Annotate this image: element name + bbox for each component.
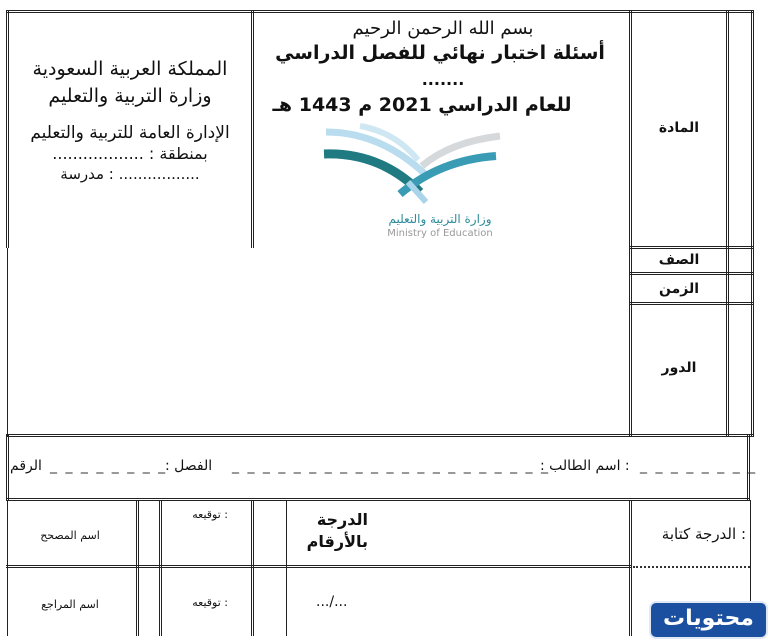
school-field[interactable]: ................. : مدرسة: [60, 165, 200, 183]
divider-left-center: [251, 10, 254, 248]
row-sep-subject: [629, 246, 754, 249]
ministry-of-education-logo-icon: [320, 122, 510, 242]
country-name: المملكة العربية السعودية: [32, 58, 228, 80]
row-sep-time: [629, 302, 754, 305]
grade-in-words-label: : الدرجة كتابة: [661, 525, 746, 543]
header-left-block: [12, 56, 248, 184]
time-value-field[interactable]: [732, 276, 750, 300]
reviewer-signature-label: : توقيعه: [192, 596, 228, 609]
logo-english: Ministry of Education: [387, 228, 493, 239]
border-left-top: [6, 10, 9, 248]
border-left-middle: [7, 248, 8, 436]
grade-label: الصف: [658, 252, 700, 268]
grade-in-words-field[interactable]: [634, 570, 746, 600]
row-sep-student-top: [6, 434, 754, 437]
grid-bottom-left: [7, 500, 8, 636]
academic-year: للعام الدراسي 2021 م 1443 هـ: [272, 94, 572, 116]
class-label: الفصل :: [165, 458, 213, 474]
grid-row-mid: [6, 565, 632, 568]
divider-right-inner: [726, 10, 729, 436]
border-right: [751, 10, 754, 436]
session-label: الدور: [661, 360, 697, 376]
corrector-signature-field[interactable]: [165, 524, 249, 562]
number-label: الرقم: [10, 458, 42, 474]
reviewer-name-label: اسم المراجع: [41, 598, 99, 611]
subject-label: المادة: [658, 120, 700, 136]
reviewer-signature-field[interactable]: [165, 570, 249, 592]
grid-col-1: [136, 500, 139, 636]
grade-in-numbers-line2: بالأرقام: [306, 532, 368, 551]
grade-in-numbers-line1: الدرجة: [316, 510, 368, 529]
watermark-badge: محتويات: [649, 601, 768, 639]
corrector-name-label: اسم المصحح: [40, 529, 100, 542]
row-sep-student-bottom: [6, 498, 750, 501]
time-label: الزمن: [658, 281, 700, 297]
term-dots[interactable]: .......: [421, 70, 465, 89]
student-row-left: [6, 434, 9, 500]
grade-words-dotted-line: [633, 566, 750, 568]
grid-col-4: [286, 500, 287, 636]
subject-value-field[interactable]: [732, 14, 750, 244]
grade-value-field[interactable]: [732, 250, 750, 270]
grid-col-3: [251, 500, 254, 636]
logo-arabic: وزارة التربية والتعليم: [388, 212, 492, 226]
session-value-field[interactable]: [732, 306, 750, 432]
ministry-name: وزارة التربية والتعليم: [48, 85, 212, 107]
grid-col-2: [159, 500, 162, 636]
grade-value[interactable]: .../...: [316, 594, 348, 610]
row-sep-grade: [629, 272, 754, 275]
corrector-signature-label: : توقيعه: [192, 508, 228, 521]
class-blank[interactable]: _ _ _ _ _ _ _ _: [50, 458, 168, 474]
student-name-blank-right[interactable]: _ _ _ _ _ _ _ _: [640, 458, 758, 474]
directorate-name: الإدارة العامة للتربية والتعليم: [30, 123, 230, 143]
exam-title: أسئلة اختبار نهائي للفصل الدراسي: [275, 42, 605, 64]
student-name-blank[interactable]: _ _ _ _ _ _ _ _ _ _ _ _ _ _ _ _ _ _ _ _ _: [232, 458, 551, 474]
student-name-label: : اسم الطالب :: [540, 458, 630, 474]
region-field[interactable]: بمنطقة : ..................: [52, 144, 208, 163]
basmala: بسم الله الرحمن الرحيم: [352, 18, 534, 39]
border-top: [6, 10, 754, 13]
grid-col-5: [629, 500, 632, 636]
